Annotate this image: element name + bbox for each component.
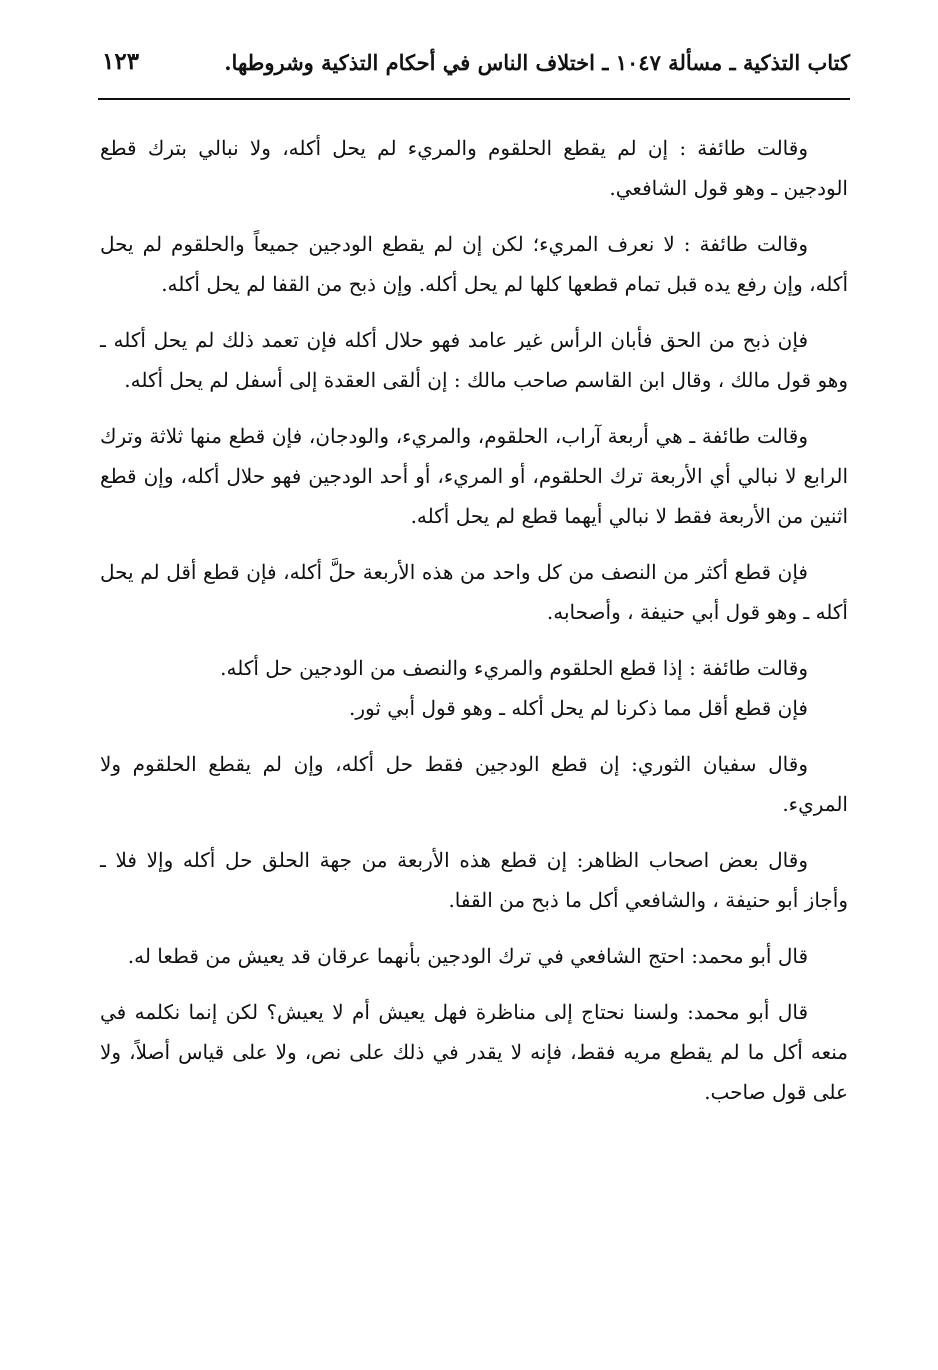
running-header (98, 46, 850, 86)
header-title: كتاب التذكية ـ مسألة ١٠٤٧ ـ اختلاف الناس في أحكام التذكية وشروطها. (224, 50, 850, 75)
paragraph-8: وقال سفيان الثوري: إن قطع الودجين فقط حل أكله، وإن لم يقطع الحلقوم ولا المريء. (100, 752, 848, 816)
paragraph-1: وقالت طائفة : إن لم يقطع الحلقوم والمريء لم يحل أكله، ولا نبالي بترك قطع الودجين ـ وهو قول الشافعي. (100, 136, 848, 200)
paragraph-11: قال أبو محمد: ولسنا نحتاج إلى مناظرة فهل يعيش أم لا يعيش؟ لكن إنما نكلمه في منعه أكل ما لم يقطع مريه فقط، فإنه لا يقدر في ذلك على نص، ولا على قياس أصلاً، ولا على قول صاحب. (100, 1000, 848, 1104)
paragraph-2: وقالت طائفة : لا نعرف المريء؛ لكن إن لم يقطع الودجين جميعاً والحلقوم لم يحل أكله، وإن رفع يده قبل تمام قطعها كلها لم يحل أكله. وإن ذبح من القفا لم يحل أكله. (100, 232, 848, 296)
header-divider (98, 98, 850, 100)
body-text (100, 128, 848, 1128)
paragraph-7: فإن قطع أقل مما ذكرنا لم يحل أكله ـ وهو قول أبي ثور. (349, 696, 808, 720)
paragraph-4: وقالت طائفة ـ هي أربعة آراب، الحلقوم، والمريء، والودجان، فإن قطع منها ثلاثة وترك الرابع لا نبالي أي الأربعة ترك الحلقوم، أو المريء، أو أحد الودجين فهو حلال أكله، وإن قطع اثنين من الأربعة فقط لا نبالي أيهما قطع لم يحل أكله. (100, 424, 848, 528)
paragraph-3: فإن ذبح من الحق فأبان الرأس غير عامد فهو حلال أكله فإن تعمد ذلك لم يحل أكله ـ وهو قول مالك ، وقال ابن القاسم صاحب مالك : إن ألقى العقدة إلى أسفل لم يحل أكله. (100, 328, 848, 392)
paragraph-6: وقالت طائفة : إذا قطع الحلقوم والمريء والنصف من الودجين حل أكله. (220, 656, 808, 680)
paragraph-9: وقال بعض اصحاب الظاهر: إن قطع هذه الأربعة من جهة الحلق حل أكله وإلا فلا ـ وأجاز أبو حنيفة ، والشافعي أكل ما ذبح من القفا. (100, 848, 848, 912)
paragraph-5: فإن قطع أكثر من النصف من كل واحد من هذه الأربعة حلَّ أكله، فإن قطع أقل لم يحل أكله ـ وهو قول أبي حنيفة ، وأصحابه. (100, 560, 848, 624)
page-number: ١٢٣ (102, 48, 140, 75)
paragraph-10: قال أبو محمد: احتج الشافعي في ترك الودجين بأنهما عرقان قد يعيش من قطعا له. (127, 944, 808, 968)
